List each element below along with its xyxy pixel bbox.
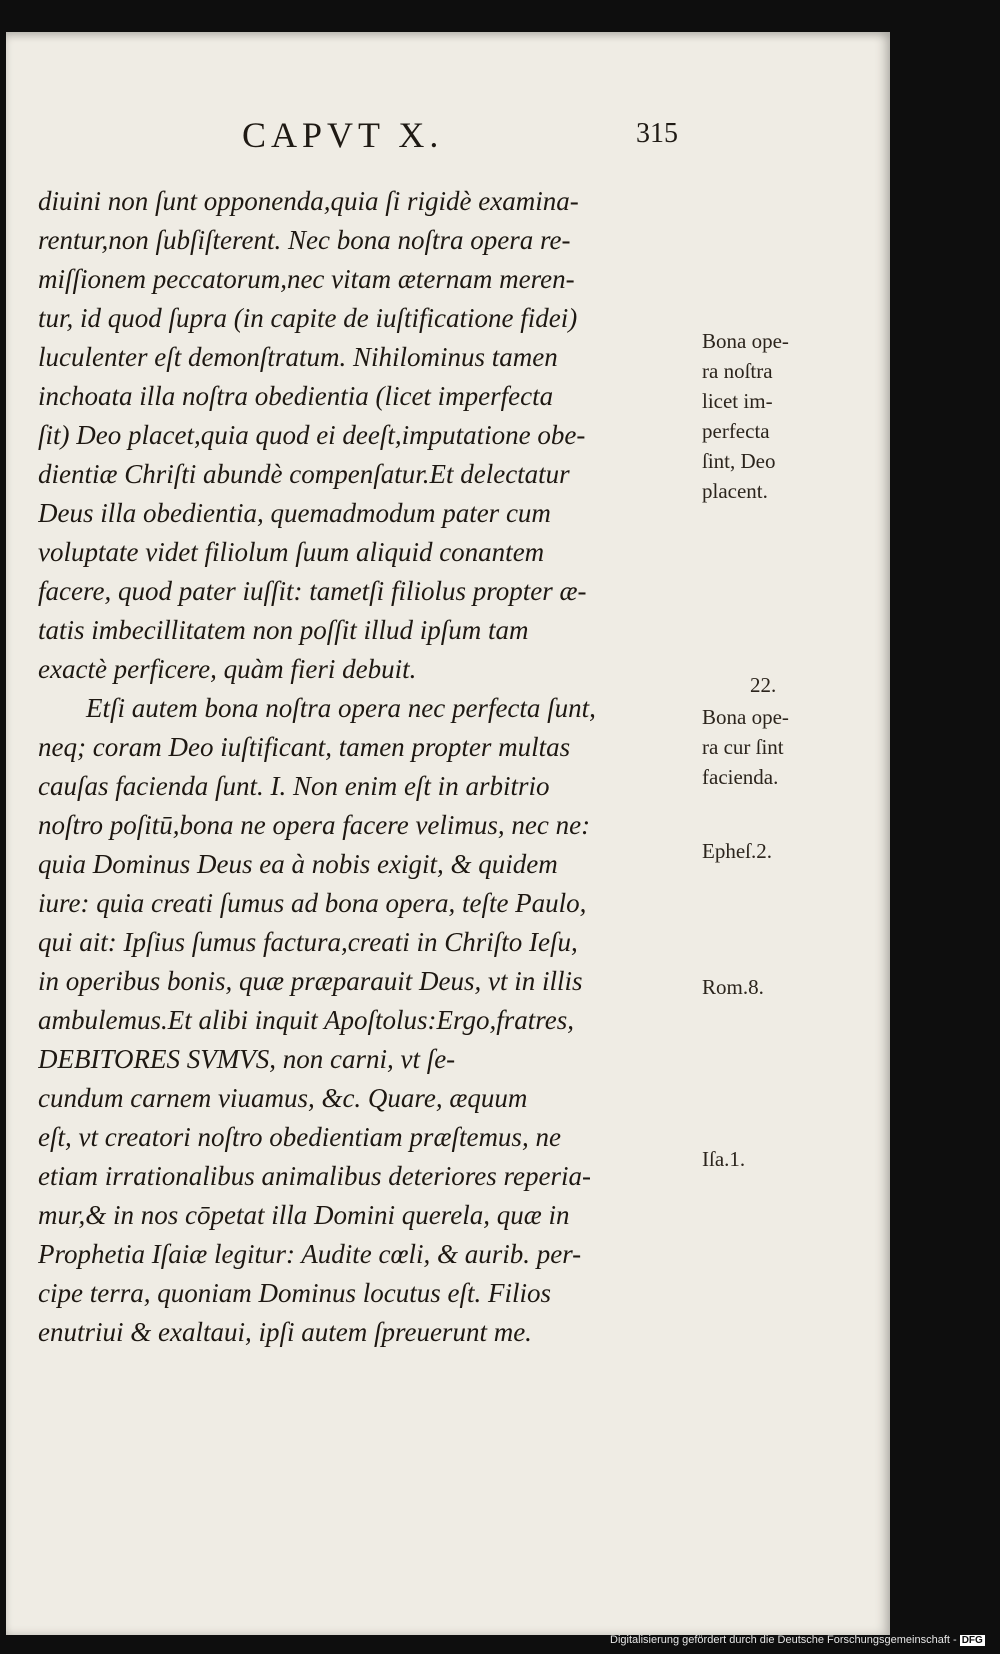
text-line: ambulemus.Et alibi inquit Apoſtolus:Ergo,fratres, — [38, 1005, 575, 1035]
running-head: CAPVT X. — [242, 115, 444, 155]
text-line: luculenter eſt demonſtratum. Nihilominus tamen — [38, 342, 558, 372]
margin-note-line: perfecta — [702, 419, 770, 443]
margin-note-good-works-please-god — [702, 326, 852, 506]
text-line: eſt, vt creatori noſtro obedientiam præſtemus, ne — [38, 1122, 561, 1152]
margin-note-isaiah-reference — [702, 1144, 852, 1174]
text-line: miſſionem peccatorum,nec vitam æternam meren- — [38, 264, 575, 294]
page-header — [6, 114, 890, 174]
margin-note-why-good-works — [702, 702, 852, 792]
text-line: etiam irrationalibus animalibus deteriores reperia- — [38, 1161, 591, 1191]
text-line: cundum carnem viuamus, &c. Quare, æquum — [38, 1083, 528, 1113]
text-line: iure: quia creati ſumus ad bona opera, teſte Paulo, — [38, 888, 587, 918]
margin-note-line: Iſa.1. — [702, 1147, 746, 1171]
margin-note-line: licet im- — [702, 389, 773, 413]
text-line: cauſas facienda ſunt. I. Non enim eſt in arbitrio — [38, 771, 550, 801]
margin-note-number — [702, 670, 852, 700]
text-line: neq; coram Deo iuſtificant, tamen propter multas — [38, 732, 571, 762]
text-line: noſtro poſitū,bona ne opera facere velimus, nec ne: — [38, 810, 591, 840]
text-line: Etſi autem bona noſtra opera nec perfecta ſunt, — [86, 693, 596, 723]
digitization-credit — [610, 1634, 985, 1646]
text-line: ſit) Deo placet,quia quod ei deeſt,imputatione obe- — [38, 420, 586, 450]
margin-note-line: ra cur ſint — [702, 735, 784, 759]
text-line: Deus illa obedientia, quemadmodum pater cum — [38, 498, 551, 528]
text-line: voluptate videt filiolum ſuum aliquid conantem — [38, 537, 545, 567]
text-line: in operibus bonis, quæ præparauit Deus, vt in illis — [38, 966, 583, 996]
text-line: DEBITORES SVMVS, non carni, vt ſe- — [38, 1044, 456, 1074]
margin-note-line: Bona ope- — [702, 705, 789, 729]
main-text-block — [38, 182, 700, 1352]
margin-note-line: Rom.8. — [702, 975, 764, 999]
page-number: 315 — [636, 118, 678, 149]
credit-text: Digitalisierung gefördert durch die Deutsche Forschungsgemeinschaft - — [610, 1634, 957, 1646]
text-line: Prophetia Iſaiæ legitur: Audite cœli, & aurib. per- — [38, 1239, 582, 1269]
text-line: dientiæ Chriſti abundè compenſatur.Et delectatur — [38, 459, 570, 489]
text-line: qui ait: Ipſius ſumus factura,creati in Chriſto Ieſu, — [38, 927, 578, 957]
book-page — [6, 32, 890, 1635]
margin-note-line: placent. — [702, 479, 768, 503]
margin-note-ephesians-reference — [702, 836, 852, 866]
text-line: tur, id quod ſupra (in capite de iuſtificatione fidei) — [38, 303, 578, 333]
text-line: enutriui & exaltaui, ipſi autem ſpreuerunt me. — [38, 1317, 532, 1347]
margin-note-line: facienda. — [702, 765, 779, 789]
text-line: inchoata illa noſtra obedientia (licet imperfecta — [38, 381, 554, 411]
text-line: tatis imbecillitatem non poſſit illud ipſum tam — [38, 615, 529, 645]
dfg-logo: DFG — [961, 1635, 983, 1646]
text-line: diuini non ſunt opponenda,quia ſi rigidè examina- — [38, 186, 579, 216]
margin-note-line: ſint, Deo — [702, 449, 776, 473]
text-line: mur,& in nos cōpetat illa Domini querela, quæ in — [38, 1200, 570, 1230]
margin-note-line: Bona ope- — [702, 329, 789, 353]
margin-note-romans-reference — [702, 972, 852, 1002]
text-line: cipe terra, quoniam Dominus locutus eſt. Filios — [38, 1278, 551, 1308]
text-line: facere, quod pater iuſſit: tametſi filiolus propter æ- — [38, 576, 587, 606]
text-line: exactè perficere, quàm fieri debuit. — [38, 654, 417, 684]
text-line: quia Dominus Deus ea à nobis exigit, & quidem — [38, 849, 558, 879]
margin-note-line: Epheſ.2. — [702, 839, 772, 863]
text-line: rentur,non ſubſiſterent. Nec bona noſtra opera re- — [38, 225, 571, 255]
margin-note-line: 22. — [750, 673, 777, 697]
margin-note-line: ra noſtra — [702, 359, 773, 383]
